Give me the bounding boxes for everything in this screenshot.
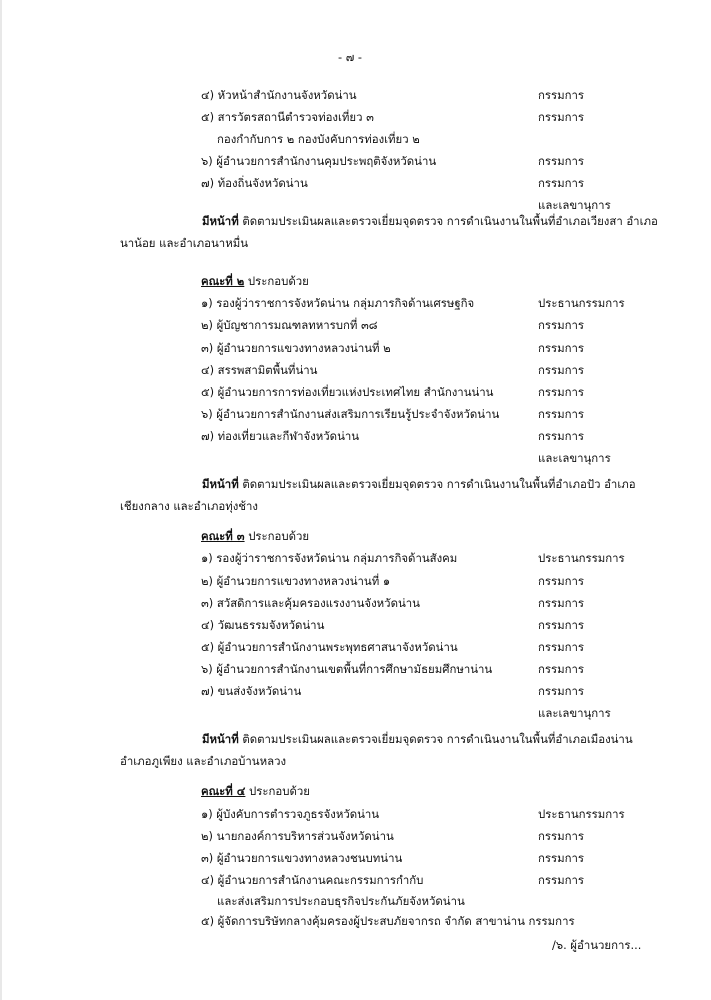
list-item-role: กรรมการ [538,873,585,887]
list-item: ๒) ผู้อำนวยการแขวงทางหลวงน่านที่ ๑ [201,574,391,588]
duty-text: ติดตามประเมินผลและตรวจเยี่ยมจุดตรวจ การดำเนินงานในพื้นที่อำเภอปัว อำเภอเชียงกลาง และอำเภอทุ่งช้าง [120,477,636,513]
group-heading-suffix: ประกอบด้วย [244,274,309,288]
list-item-role: และเลขานุการ [538,198,611,212]
list-item: ๑) รองผู้ว่าราชการจังหวัดน่าน กลุ่มภารกิจด้านเศรษฐกิจ [201,296,475,310]
list-item: ๓) ผู้อำนวยการแขวงทางหลวงน่านที่ ๒ [201,341,391,355]
list-item-role: กรรมการ [538,318,585,332]
list-item: ๗) ท่องเที่ยวและกีฬาจังหวัดน่าน [201,429,360,443]
list-item-role: กรรมการ [538,851,585,865]
continuation-note: /๖. ผู้อำนวยการ... [552,938,642,952]
list-item-role: กรรมการ [538,684,585,698]
list-item: ๖) ผู้อำนวยการสำนักงานเขตพื้นที่การศึกษามัธยมศึกษาน่าน [201,662,493,676]
duty-label: มีหน้าที่ [202,214,239,228]
list-item: ๖) ผู้อำนวยการสำนักงานคุมประพฤติจังหวัดน่าน [201,154,437,168]
list-item: ๔) วัฒนธรรมจังหวัดน่าน [201,618,325,632]
duty-text: ติดตามประเมินผลและตรวจเยี่ยมจุดตรวจ การดำเนินงานในพื้นที่อำเภอเวียงสา อำเภอนาน้อย และอำเภอนาหมื่น [120,214,658,250]
group-heading [201,273,309,289]
list-item: ๖) ผู้อำนวยการสำนักงานส่งเสริมการเรียนรู้ประจำจังหวัดน่าน [201,407,500,421]
list-item: ๕) ผู้จัดการบริษัทกลางคุ้มครองผู้ประสบภัยจากรถ จำกัด สาขาน่าน กรรมการ [201,914,575,928]
group-heading-label: คณะที่ ๔ [201,784,246,798]
list-item-role: กรรมการ [538,363,585,377]
list-item-role: กรรมการ [538,574,585,588]
list-item-continuation: กองกำกับการ ๒ กองบังคับการท่องเที่ยว ๒ [217,132,420,146]
list-item: ๒) ผู้บัญชาการมณฑลทหารบกที่ ๓๘ [201,318,378,332]
list-item: ๔) ผู้อำนวยการสำนักงานคณะกรรมการกำกับ [201,873,424,887]
list-item: ๗) ขนส่งจังหวัดน่าน [201,684,302,698]
group-heading-suffix: ประกอบด้วย [244,529,310,543]
group-heading-suffix: ประกอบด้วย [245,784,310,798]
list-item-role: และเลขานุการ [538,706,611,720]
group-heading [201,783,310,799]
duty-paragraph [120,728,665,772]
list-item-role: กรรมการ [538,154,585,168]
list-item-role: กรรมการ [538,110,585,124]
list-item: ๑) ผู้บังคับการตำรวจภูธรจังหวัดน่าน [201,807,380,821]
list-item-continuation: และส่งเสริมการประกอบธุรกิจประกันภัยจังหวัดน่าน [217,894,465,908]
scan-edge [0,0,2,1000]
list-item-role: กรรมการ [538,662,585,676]
duty-paragraph [120,473,665,517]
list-item-role: และเลขานุการ [538,451,611,465]
list-item-role: กรรมการ [538,176,585,190]
list-item: ๒) นายกองค์การบริหารส่วนจังหวัดน่าน [201,829,394,843]
list-item-role: กรรมการ [538,640,585,654]
list-item-role: กรรมการ [538,88,585,102]
list-item: ๑) รองผู้ว่าราชการจังหวัดน่าน กลุ่มภารกิจด้านสังคม [201,551,458,565]
list-item: ๔) สรรพสามิตพื้นที่น่าน [201,363,318,377]
list-item-role: กรรมการ [538,829,585,843]
group-heading-label: คณะที่ ๓ [201,529,245,543]
list-item-role: ประธานกรรมการ [538,807,625,821]
list-item-role: กรรมการ [538,341,585,355]
group-heading [201,528,309,544]
list-item: ๓) ผู้อำนวยการแขวงทางหลวงชนบทน่าน [201,851,403,865]
duty-text: ติดตามประเมินผลและตรวจเยี่ยมจุดตรวจ การดำเนินงานในพื้นที่อำเภอเมืองน่าน อำเภอภูเพียง และอำเภอบ้านหลวง [120,732,633,768]
list-item-role: กรรมการ [538,618,585,632]
list-item: ๓) สวัสดิการและคุ้มครองแรงงานจังหวัดน่าน [201,596,420,610]
page-number: - ๗ - [338,50,363,64]
list-item-role: กรรมการ [538,596,585,610]
list-item-role: ประธานกรรมการ [538,551,625,565]
list-item: ๕) ผู้อำนวยการการท่องเที่ยวแห่งประเทศไทย สำนักงานน่าน [201,385,494,399]
list-item-role: กรรมการ [538,429,585,443]
duty-label: มีหน้าที่ [202,477,239,491]
group-heading-label: คณะที่ ๒ [201,274,245,288]
list-item-role: ประธานกรรมการ [538,296,625,310]
list-item: ๕) ผู้อำนวยการสำนักงานพระพุทธศาสนาจังหวัดน่าน [201,640,458,654]
duty-label: มีหน้าที่ [202,732,239,746]
list-item: ๕) สารวัตรสถานีตำรวจท่องเที่ยว ๓ [201,110,374,124]
list-item-role: กรรมการ [538,407,585,421]
list-item: ๔) หัวหน้าสำนักงานจังหวัดน่าน [201,88,357,102]
list-item-role: กรรมการ [538,385,585,399]
duty-paragraph [120,210,665,254]
list-item: ๗) ท้องถิ่นจังหวัดน่าน [201,176,308,190]
